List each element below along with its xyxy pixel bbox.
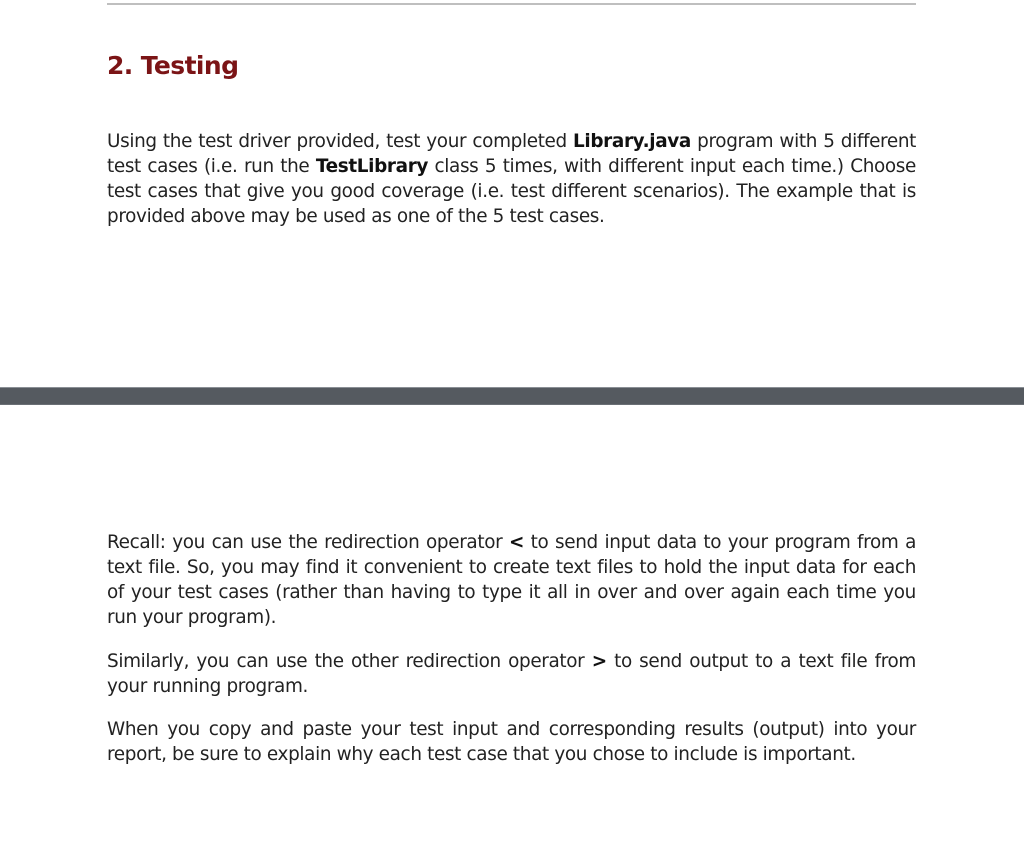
page-separator-edge-top <box>0 387 1024 388</box>
intro-text-2: program with 5 different test cases (i.e. run the <box>107 131 916 177</box>
intro-text-1: Using the test driver provided, test your completed <box>107 131 574 152</box>
recall-paragraph <box>107 530 916 630</box>
input-redirection-operator: < <box>508 532 525 553</box>
intro-paragraph <box>107 129 916 229</box>
testlibrary-classname: TestLibrary <box>315 156 429 177</box>
document-page-top <box>0 0 1024 387</box>
section-heading: 2. Testing <box>107 51 239 80</box>
similarly-paragraph <box>107 649 916 699</box>
recall-text-1: Recall: you can use the redirection operator <box>107 532 509 553</box>
page-separator <box>0 387 1024 405</box>
library-java-filename: Library.java <box>573 131 691 152</box>
intro-text-3: class 5 times, with different input each time.) Choose test cases that give you good coverage (i.e. test different scenarios). The example that is provided above may be used as one of the 5 test cases. <box>107 156 916 227</box>
output-redirection-operator: > <box>591 651 607 672</box>
recall-text-2: to send input data to your program from a text file. So, you may find it convenient to create text files to hold the input data for each of your test cases (rather than having to type it all in over and over again each time you run your program). <box>107 532 917 628</box>
similarly-text-2: to send output to a text file from your running program. <box>107 651 916 697</box>
when-paragraph: When you copy and paste your test input and corresponding results (output) into your report, be sure to explain why each test case that you chose to include is important. <box>107 719 916 765</box>
similarly-text-1: Similarly, you can use the other redirection operator <box>107 651 592 672</box>
horizontal-rule <box>107 3 916 5</box>
